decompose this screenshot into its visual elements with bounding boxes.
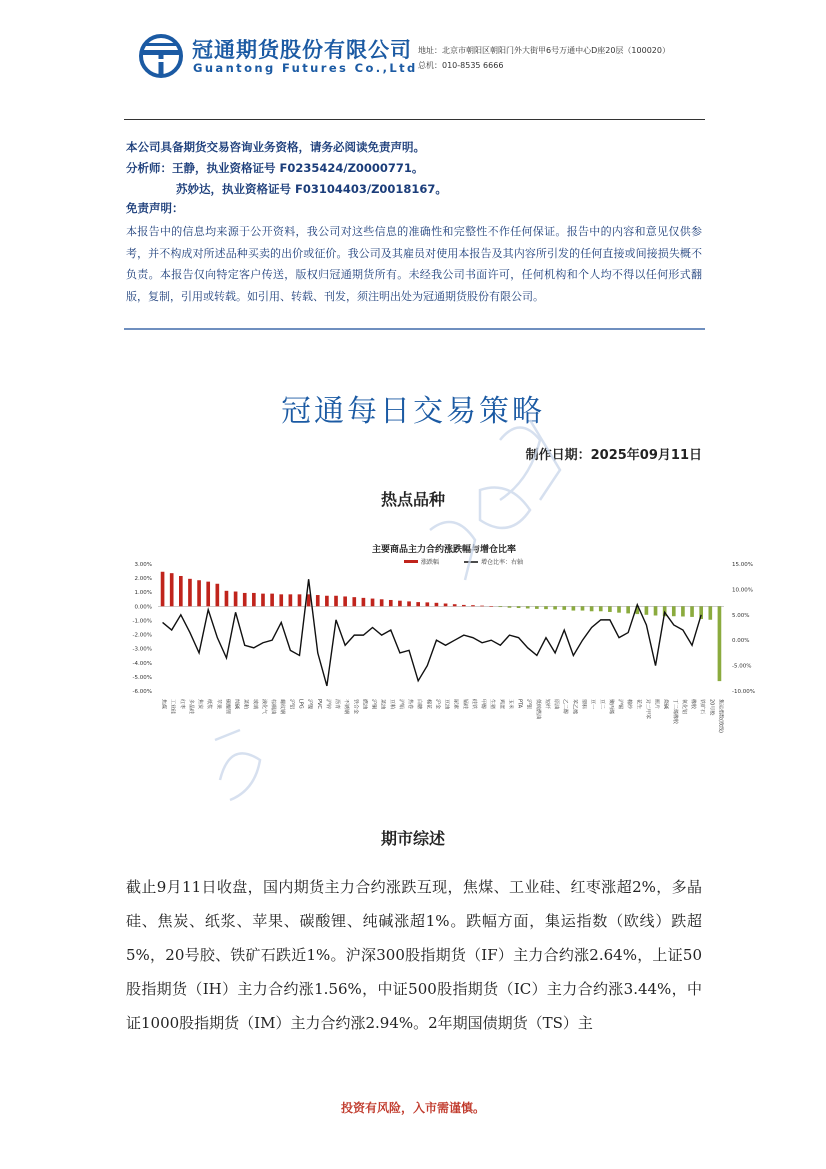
legend-swatch-change — [404, 560, 418, 563]
category-label: 不锈钢 — [343, 699, 350, 715]
category-label: 热卷 — [407, 699, 414, 710]
report-title: 冠通每日交易策略 — [281, 394, 545, 429]
disclaimer-divider — [124, 328, 705, 330]
section-title-overview: 期市综述 — [380, 829, 445, 848]
bar-豆油 — [444, 604, 448, 607]
bar-生猪 — [489, 606, 493, 607]
risk-warning: 投资有风险，入市需谨慎。 — [340, 1101, 485, 1115]
bar-菜粕 — [243, 593, 247, 606]
right-axis — [732, 562, 755, 695]
bar-苯乙烯 — [572, 606, 576, 610]
left-tick-label: 0.00% — [134, 604, 152, 611]
bar-热卷 — [407, 601, 411, 606]
bar-纯碱 — [234, 592, 238, 607]
category-label: 鸡蛋 — [498, 699, 505, 710]
bar-沪锌 — [325, 596, 329, 607]
category-label: 豆粕 — [388, 699, 395, 710]
category-label: 液化气 — [260, 699, 267, 715]
company-contact — [418, 43, 670, 73]
chart-title: 主要商品主力合约涨跌幅与增仓比率 — [371, 545, 517, 555]
category-label: 红枣 — [178, 699, 185, 710]
category-label: 沥青 — [334, 699, 341, 710]
bar-碳酸锂 — [225, 591, 229, 607]
category-label: 短纤 — [543, 699, 550, 710]
bar-红枣 — [179, 576, 183, 606]
left-tick-label: -1.00% — [132, 618, 152, 625]
hot-commodities-chart — [124, 528, 764, 760]
bar-硅铁 — [471, 605, 475, 606]
section-title-hot: 热点品种 — [380, 490, 445, 509]
bar-PVC — [316, 595, 320, 606]
bar-玉米 — [508, 606, 512, 607]
bar-瓶片 — [654, 606, 658, 615]
legend-label-oi: 增仓比率：右轴 — [481, 559, 524, 566]
category-label: 铁合金 — [352, 699, 359, 715]
bar-豆二 — [599, 606, 603, 611]
category-label: 丁二烯橡胶 — [671, 699, 678, 725]
bar-白糖 — [416, 602, 420, 606]
company-name-cn: 冠通期货股份有限公司 — [192, 38, 412, 62]
category-label: PTA — [516, 699, 523, 709]
category-label: 螺纹钢 — [279, 699, 286, 715]
category-label: 生猪 — [489, 699, 496, 710]
right-tick-label: -10.00% — [732, 689, 755, 695]
category-label: 沪铝 — [288, 699, 295, 710]
legend-label-change: 涨跌幅 — [421, 559, 440, 566]
category-label: 纸浆 — [206, 699, 213, 710]
category-label: 棉纱 — [626, 699, 633, 710]
bar-燃油 — [362, 598, 366, 606]
bar-棕榈油 — [270, 594, 274, 607]
bar-沪铝 — [289, 594, 293, 606]
category-label: 对二甲苯 — [644, 699, 651, 720]
category-label: 多晶硅 — [187, 699, 194, 715]
category-label: 原油 — [553, 699, 560, 710]
category-label: 低硫燃油 — [534, 699, 541, 720]
company-logo-icon — [138, 33, 184, 79]
analyst-line-1: 分析师：王静，执业资格证号 F0235424/Z0000771。 — [126, 161, 424, 175]
bar-橡胶 — [690, 606, 694, 617]
left-axis — [133, 562, 152, 695]
bar-沪铜 — [371, 599, 375, 607]
bar-塑料 — [581, 606, 585, 610]
bar-丁二烯橡胶 — [672, 606, 676, 616]
category-label: 沪铜 — [370, 699, 377, 710]
category-label: 沪锡 — [617, 699, 624, 710]
bar-series — [161, 572, 722, 681]
bar-沪锡 — [617, 606, 621, 612]
bar-纸浆 — [206, 582, 210, 607]
category-label: LPG — [297, 699, 304, 709]
analyst-line-2: 苏妙达，执业资格证号 F03104403/Z0018167。 — [176, 182, 447, 196]
category-label: 聚丙烯 — [607, 699, 614, 715]
category-label: 橡胶 — [690, 699, 697, 710]
category-label: 豆一 — [589, 699, 596, 710]
category-label: 豆油 — [443, 699, 450, 710]
category-label: 乙二醇 — [562, 699, 569, 715]
bar-多晶硅 — [188, 579, 192, 607]
bar-LPG — [298, 594, 302, 606]
left-tick-label: -4.00% — [132, 660, 152, 667]
bar-对二甲苯 — [645, 606, 649, 614]
category-labels — [161, 699, 725, 733]
bar-沥青 — [334, 596, 338, 607]
report-date: 制作日期：2025年09月11日 — [525, 448, 702, 463]
right-tick-label: 5.00% — [732, 612, 750, 619]
bar-20号胶 — [708, 606, 712, 619]
right-tick-label: 0.00% — [732, 638, 750, 645]
bar-不锈钢 — [343, 596, 347, 606]
category-label: 塑料 — [580, 699, 587, 710]
bar-沪镍 — [307, 594, 311, 606]
chart-legend — [404, 558, 523, 566]
category-label: 硅铁 — [470, 699, 477, 710]
bar-工业硅 — [170, 573, 174, 606]
header-divider — [124, 119, 705, 120]
bar-苹果 — [216, 584, 220, 607]
bar-菜油 — [380, 599, 384, 606]
notice-block — [126, 137, 447, 200]
bar-棉花 — [425, 602, 429, 606]
category-label: PVC — [315, 699, 322, 709]
category-label: 甲醇 — [480, 699, 487, 710]
company-phone: 总机：010-8535 6666 — [418, 61, 504, 70]
bar-短纤 — [544, 606, 548, 609]
overview-paragraph: 截止9月11日收盘，国内期货主力合约涨跌互现，焦煤、工业硅、红枣涨超2%，多晶硅、焦炭、纸浆、苹果、碳酸锂、纯碱涨超1%。跌幅方面，集运指数（欧线）跌超5%，20号胶、铁矿石跌近1%。沪深300股指期货（IF）主力合约涨2.64%，上证50股指期货（IH）主力合约涨1.56%，中证500股指期货（IC）主力合约涨3.44%，中证1000股指期货（IM）主力合约涨2.94%。2年期国债期货（TS）主 — [126, 878, 702, 1032]
category-label: 花生 — [635, 699, 642, 710]
bar-鸡蛋 — [499, 606, 503, 607]
bar-焦炭 — [197, 580, 201, 606]
company-name-en: Guantong Futures Co.,Ltd — [193, 61, 418, 75]
bar-PTA — [517, 606, 521, 608]
category-label: 尿素 — [452, 699, 459, 710]
bar-原油 — [553, 606, 557, 609]
category-label: 沪银 — [525, 699, 532, 710]
bar-聚丙烯 — [608, 606, 612, 612]
category-label: 玉米 — [507, 699, 514, 710]
left-tick-label: -5.00% — [132, 674, 152, 681]
category-label: 菜油 — [379, 699, 386, 710]
category-label: 沪铅 — [397, 699, 404, 710]
left-tick-label: 1.00% — [134, 590, 152, 597]
disclaimer-title: 免责声明： — [126, 201, 184, 215]
bar-螺纹钢 — [279, 594, 283, 606]
category-label: 豆二 — [598, 699, 605, 710]
category-label: 玻璃 — [251, 699, 258, 710]
right-tick-label: 15.00% — [732, 562, 753, 568]
category-label: 集运指数(欧线) — [717, 699, 724, 733]
bar-低硫燃油 — [535, 606, 539, 609]
left-tick-label: 2.00% — [134, 576, 152, 583]
disclaimer-body: 本报告中的信息均来源于公开资料，我公司对这些信息的准确性和完整性不作任何保证。报告中的内容和意见仅供参考，并不构成对所述品种买卖的出价或征价。我公司及其雇员对使用本报告及其内容所引发的任何直接或间接损失概不负责。本报告仅向特定客户传送，版权归冠通期货所有。未经我公司书面许可，任何机构和个人均不得以任何形式翻版，复制，引用或转载。如引用、转载、刊发，须注明出处为冠通期货股份有限公司。 — [126, 225, 702, 303]
category-label: 燃油 — [361, 699, 368, 710]
category-label: 沪锌 — [324, 699, 331, 710]
category-label: 纯碱 — [233, 699, 240, 710]
left-tick-label: -6.00% — [132, 689, 152, 695]
category-label: 锰硅 — [461, 699, 468, 710]
category-label: 铁矿石 — [699, 699, 706, 715]
bar-尿素 — [453, 604, 457, 606]
category-label: 白糖 — [416, 699, 423, 710]
bar-焦煤 — [161, 572, 165, 607]
bar-沪银 — [526, 606, 530, 608]
category-label: 烧碱 — [662, 699, 669, 710]
qualification-notice: 本公司具备期货交易咨询业务资格，请务必阅读免责声明。 — [126, 140, 425, 154]
bar-锰硅 — [462, 605, 466, 606]
category-label: 碳酸锂 — [224, 699, 231, 715]
company-address: 地址：北京市朝阳区朝阳门外大街甲6号万通中心D座20层（100020） — [418, 46, 670, 55]
category-label: 棉花 — [425, 699, 432, 710]
bar-棉纱 — [626, 606, 630, 613]
right-tick-label: 10.00% — [732, 587, 753, 594]
bar-铁合金 — [352, 597, 356, 606]
category-label: 焦炭 — [197, 699, 204, 710]
bar-氧化铝 — [681, 606, 685, 616]
category-label: 苹果 — [215, 699, 222, 710]
category-label: 焦煤 — [160, 699, 167, 710]
bar-玻璃 — [252, 593, 256, 606]
bar-液化气 — [261, 594, 265, 607]
bar-甲醇 — [480, 606, 484, 607]
category-label: 棕榈油 — [270, 699, 277, 715]
bar-集运指数(欧线) — [718, 606, 722, 681]
category-label: 沪镍 — [306, 699, 313, 710]
left-tick-label: -2.00% — [132, 632, 152, 639]
category-label: 沪金 — [434, 699, 441, 710]
bar-沪金 — [435, 603, 439, 607]
bar-豆一 — [590, 606, 594, 611]
category-label: 氧化铝 — [680, 699, 687, 715]
bar-沪铅 — [398, 601, 402, 607]
category-label: 20号胶 — [708, 699, 715, 716]
bar-乙二醇 — [562, 606, 566, 610]
left-tick-label: -3.00% — [132, 646, 152, 653]
left-tick-label: 3.00% — [134, 562, 152, 568]
right-tick-label: -5.00% — [732, 663, 752, 670]
category-label: 苯乙烯 — [571, 699, 578, 715]
category-label: 菜粕 — [242, 699, 249, 710]
category-label: 工业硅 — [169, 699, 176, 715]
bar-豆粕 — [389, 600, 393, 606]
category-label: 瓶片 — [653, 699, 660, 710]
